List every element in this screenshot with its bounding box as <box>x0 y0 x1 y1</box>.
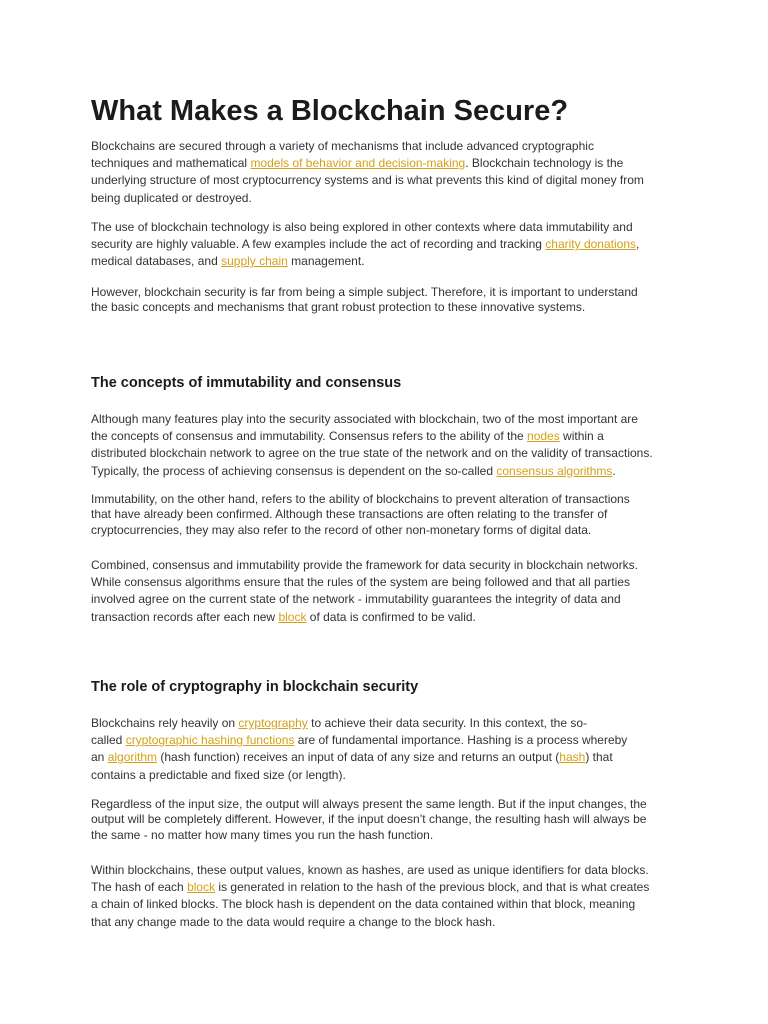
text-line: cryptocurrencies, they may also refer to the record of other non-monetary forms of digital data. <box>91 522 592 537</box>
link-algorithm[interactable]: algorithm <box>107 750 158 765</box>
text-line: However, blockchain security is far from being a simple subject. Therefore, it is important to understand <box>91 285 638 299</box>
section1-paragraph-3 <box>91 557 638 626</box>
text-line: The use of blockchain technology is also being explored in other contexts where data immutability and <box>91 220 633 234</box>
text-line: Typically, the process of achieving consensus is dependent on the so-called consensus algorithms. <box>91 463 616 478</box>
link-consensus-algorithms[interactable]: consensus algorithms <box>496 463 613 478</box>
text-line: While consensus algorithms ensure that the rules of the system are being followed and that all parties <box>91 575 630 590</box>
text-line: underlying structure of most cryptocurrency systems and is what prevents this kind of digital money from <box>91 173 644 188</box>
section1-paragraph-1 <box>91 411 653 480</box>
text-line: that have already been confirmed. Although these transactions are often relating to the transfer of <box>91 507 608 522</box>
text-line: Within blockchains, these output values, known as hashes, are used as unique identifiers for data blocks. <box>91 863 649 877</box>
section2-paragraph-1 <box>91 715 627 784</box>
link-nodes[interactable]: nodes <box>527 429 560 444</box>
text-line: being duplicated or destroyed. <box>91 190 252 205</box>
link-supply-chain[interactable]: supply chain <box>221 254 288 269</box>
text-line: Regardless of the input size, the output will always present the same length. But if the input changes, the <box>91 797 647 811</box>
section2-paragraph-3 <box>91 862 649 931</box>
intro-paragraph-2 <box>91 219 639 271</box>
text-line: the basic concepts and mechanisms that grant robust protection to these innovative systems. <box>91 300 586 315</box>
text-line: medical databases, and supply chain management. <box>91 254 365 269</box>
link-block-2[interactable]: block <box>187 880 216 895</box>
text-line: output will be completely different. However, if the input doesn’t change, the resulting hash will always be <box>91 812 647 827</box>
link-charity-donations[interactable]: charity donations <box>545 237 636 252</box>
link-cryptographic-hashing-functions[interactable]: cryptographic hashing functions <box>125 733 295 748</box>
text-line: distributed blockchain network to agree on the true state of the network and on the validity of transactions. <box>91 446 653 461</box>
text-line: an algorithm (hash function) receives an input of data of any size and returns an output (hash) that <box>91 750 613 765</box>
text-line: Blockchains rely heavily on cryptography to achieve their data security. In this context, the so- <box>91 716 588 730</box>
text-line: called cryptographic hashing functions are of fundamental importance. Hashing is a process whereby <box>91 733 628 748</box>
link-block[interactable]: block <box>278 609 307 624</box>
section2-paragraph-2 <box>91 797 647 843</box>
text-line: Immutability, on the other hand, refers to the ability of blockchains to prevent alteration of transactions <box>91 492 630 506</box>
text-line: a chain of linked blocks. The block hash is dependent on the data contained within that block, meaning <box>91 897 636 912</box>
intro-paragraph-1 <box>91 138 644 207</box>
text-line: Blockchains are secured through a variety of mechanisms that include advanced cryptographic <box>91 139 594 153</box>
link-models-of-behavior[interactable]: models of behavior and decision-making <box>250 156 466 171</box>
text-line: The hash of each block is generated in relation to the hash of the previous block, and that is what creates <box>91 880 650 895</box>
text-line: transaction records after each new block of data is confirmed to be valid. <box>91 609 476 624</box>
section-heading-immutability: The concepts of immutability and consensus <box>91 375 402 391</box>
intro-paragraph-3 <box>91 285 638 316</box>
text-line: Although many features play into the security associated with blockchain, two of the most important are <box>91 412 638 426</box>
link-hash[interactable]: hash <box>559 750 586 765</box>
text-line: the concepts of consensus and immutability. Consensus refers to the ability of the nodes within a <box>91 429 604 444</box>
text-line: that any change made to the data would require a change to the block hash. <box>91 914 496 929</box>
link-cryptography[interactable]: cryptography <box>238 716 308 730</box>
text-line: the same - no matter how many times you run the hash function. <box>91 827 434 842</box>
text-line: contains a predictable and fixed size (or length). <box>91 767 346 782</box>
page-title: What Makes a Blockchain Secure? <box>91 95 569 127</box>
section1-paragraph-2 <box>91 492 630 538</box>
text-line: Combined, consensus and immutability provide the framework for data security in blockchain networks. <box>91 558 638 572</box>
text-line: techniques and mathematical models of behavior and decision-making. Blockchain technology is the <box>91 156 624 171</box>
section-heading-cryptography: The role of cryptography in blockchain security <box>91 679 419 695</box>
text-line: security are highly valuable. A few examples include the act of recording and tracking charity donations, <box>91 237 640 252</box>
text-line: involved agree on the current state of the network - immutability guarantees the integrity of data and <box>91 592 621 607</box>
